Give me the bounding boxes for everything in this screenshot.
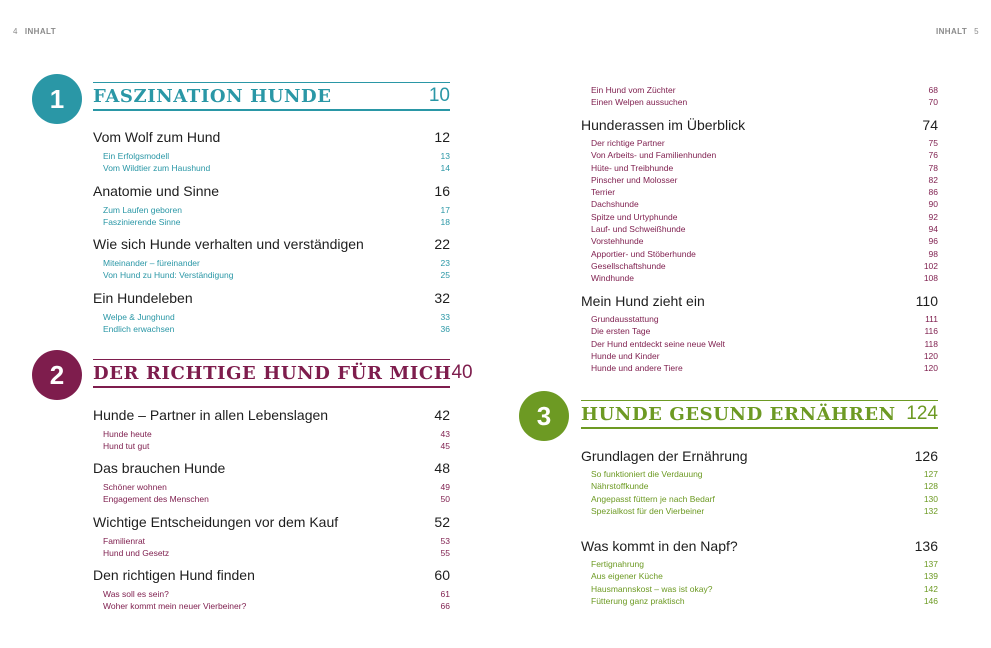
subentry-title: Einen Welpen aussuchen [591, 97, 688, 108]
toc-subentry[interactable] [581, 223, 938, 235]
subentry-page: 66 [440, 601, 450, 612]
chapter-1-title: FASZINATION HUNDE [93, 85, 332, 107]
subentry-title: Hund und Gesetz [103, 548, 170, 559]
toc-section[interactable] [93, 179, 450, 229]
subentry-page: 17 [440, 205, 450, 215]
subentry-title: Was soll es sein? [103, 589, 169, 599]
subentry-page: 33 [440, 312, 450, 322]
section-page: 136 [914, 538, 938, 554]
section-title: Was kommt in den Napf? [581, 538, 738, 554]
section-title: Den richtigen Hund finden [93, 567, 255, 583]
toc-subentry[interactable] [581, 480, 938, 492]
subentry-title: So funktioniert die Verdauung [591, 469, 703, 479]
subentry-title: Die ersten Tage [591, 326, 651, 337]
subentry-page: 127 [923, 469, 938, 479]
toc-subentry[interactable] [93, 162, 450, 174]
section-page: 16 [434, 183, 450, 199]
subentry-page: 36 [440, 324, 450, 335]
subentry-page: 82 [928, 174, 938, 185]
subentry-title: Von Arbeits- und Familienhunden [591, 150, 717, 161]
subentry-title: Hunde und Kinder [591, 350, 660, 361]
subentry-title: Dachshunde [591, 199, 639, 210]
subentry-page: 76 [928, 150, 938, 161]
subentry-title: Der Hund entdeckt seine neue Welt [591, 338, 726, 349]
toc-subentry[interactable] [581, 313, 938, 325]
section-title: Wichtige Entscheidungen vor dem Kauf [93, 514, 339, 530]
subentry-page: 128 [923, 481, 938, 492]
subentry-page: 137 [923, 559, 938, 569]
subentry-page: 13 [440, 151, 450, 161]
toc-section[interactable] [93, 456, 450, 506]
toc-section[interactable] [581, 289, 938, 374]
section-title: Ein Hundeleben [93, 290, 193, 306]
toc-section[interactable] [93, 563, 450, 613]
toc-subentry[interactable] [581, 235, 938, 247]
subentry-page: 94 [928, 224, 938, 235]
subentry-page: 108 [923, 273, 938, 284]
toc-section[interactable] [581, 534, 938, 607]
toc-subentry[interactable] [93, 257, 450, 269]
toc-subentry[interactable] [581, 350, 938, 362]
toc-subentry[interactable] [93, 481, 450, 493]
toc-section[interactable] [93, 403, 450, 453]
subentry-title: Miteinander – füreinander [103, 258, 200, 268]
chapter-3-badge: 3 [519, 391, 569, 441]
subentry-title: Spezialkost für den Vierbeiner [591, 505, 705, 516]
subentry-title: Hunde und andere Tiere [591, 363, 683, 374]
subentry-title: Pinscher und Molosser [591, 174, 678, 185]
toc-subentry[interactable] [93, 600, 450, 612]
toc-subentry[interactable] [581, 362, 938, 374]
subentry-page: 49 [440, 482, 450, 492]
toc-subentry[interactable] [581, 162, 938, 174]
subentry-title: Aus eigener Küche [591, 571, 663, 582]
toc-subentry[interactable] [581, 468, 938, 480]
section-title: Das brauchen Hunde [93, 460, 226, 476]
subentry-title: Endlich erwachsen [103, 324, 175, 335]
subentry-title: Windhunde [591, 273, 635, 284]
section-page: 48 [434, 460, 450, 476]
subentry-title: Welpe & Junghund [103, 312, 175, 322]
running-head-left [13, 27, 56, 36]
toc-subentry[interactable] [93, 323, 450, 335]
toc-subentry[interactable] [93, 204, 450, 216]
toc-subentry[interactable] [93, 216, 450, 228]
toc-section[interactable] [581, 444, 938, 517]
toc-subentry[interactable] [93, 588, 450, 600]
toc-subentry[interactable] [581, 505, 938, 517]
toc-subentry[interactable] [93, 493, 450, 505]
chapter-1-badge: 1 [32, 74, 82, 124]
toc-subentry[interactable] [581, 149, 938, 161]
subentry-page: 90 [928, 199, 938, 210]
chapter-1-page: 10 [428, 85, 450, 106]
running-head-right [936, 27, 979, 36]
subentry-page: 75 [928, 138, 938, 148]
section-page: 110 [915, 293, 938, 309]
subentry-title: Faszinierende Sinne [103, 217, 181, 228]
chapter-1-heading[interactable] [93, 82, 450, 111]
subentry-title: Fertignahrung [591, 559, 644, 569]
section-title: Wie sich Hunde verhalten und verständigen [93, 236, 364, 252]
subentry-title: Lauf- und Schweißhunde [591, 224, 686, 235]
toc-subentry[interactable] [581, 198, 938, 210]
toc-section[interactable] [581, 113, 938, 285]
subentry-title: Familienrat [103, 536, 146, 546]
section-page: 42 [434, 407, 450, 423]
toc-subentry[interactable] [93, 547, 450, 559]
toc-section-continued[interactable] [581, 84, 938, 109]
subentry-title: Fütterung ganz praktisch [591, 595, 685, 606]
subentry-page: 102 [923, 260, 938, 271]
toc-subentry[interactable] [581, 211, 938, 223]
subentry-title: Gesellschaftshunde [591, 260, 666, 271]
toc-section[interactable] [93, 125, 450, 175]
section-page: 126 [914, 448, 938, 464]
section-page: 32 [434, 290, 450, 306]
subentry-page: 139 [923, 571, 938, 582]
section-title: Vom Wolf zum Hund [93, 129, 221, 145]
chapter-2-page: 40 [451, 362, 473, 383]
subentry-page: 53 [440, 536, 450, 546]
toc-subentry[interactable] [581, 338, 938, 350]
subentry-title: Der richtige Partner [591, 138, 665, 148]
section-title: Anatomie und Sinne [93, 183, 220, 199]
toc-subentry[interactable] [581, 186, 938, 198]
subentry-title: Terrier [591, 187, 616, 198]
subentry-title: Vorstehhunde [591, 236, 644, 247]
toc-subentry[interactable] [581, 260, 938, 272]
subentry-page: 142 [923, 583, 938, 594]
toc-subentry[interactable] [581, 570, 938, 582]
toc-section[interactable] [93, 232, 450, 282]
toc-subentry[interactable] [581, 174, 938, 186]
subentry-page: 92 [928, 211, 938, 222]
subentry-page: 50 [440, 494, 450, 505]
subentry-page: 120 [923, 350, 938, 361]
section-page: 22 [434, 236, 450, 252]
subentry-page: 25 [440, 270, 450, 281]
subentry-page: 146 [923, 595, 938, 606]
toc-subentry[interactable] [581, 96, 938, 108]
subentry-page: 18 [440, 217, 450, 228]
subentry-page: 98 [928, 248, 938, 259]
subentry-page: 130 [923, 493, 938, 504]
toc-subentry[interactable] [581, 84, 938, 96]
subentry-page: 70 [928, 97, 938, 108]
section-title: Grundlagen der Ernährung [581, 448, 748, 464]
subentry-page: 45 [440, 441, 450, 452]
subentry-title: Grundausstattung [591, 314, 659, 324]
subentry-page: 120 [923, 363, 938, 374]
subentry-page: 43 [440, 429, 450, 439]
chapter-3-page: 124 [906, 403, 938, 424]
subentry-page: 86 [928, 187, 938, 198]
page-number-right: 5 [974, 27, 979, 36]
toc-subentry[interactable] [93, 150, 450, 162]
toc-subentry[interactable] [581, 272, 938, 284]
subentry-page: 61 [440, 589, 450, 599]
subentry-page: 116 [924, 326, 938, 337]
subentry-page: 55 [440, 548, 450, 559]
subentry-title: Spitze und Urtyphunde [591, 211, 678, 222]
chapter-3-title: HUNDE GESUND ERNÄHREN [581, 403, 896, 425]
subentry-title: Woher kommt mein neuer Vierbeiner? [103, 601, 247, 612]
section-title: Hunderassen im Überblick [581, 117, 746, 133]
subentry-title: Hunde heute [103, 429, 152, 439]
subentry-page: 68 [928, 85, 938, 95]
section-title: Hunde – Partner in allen Lebenslagen [93, 407, 329, 423]
subentry-page: 118 [924, 338, 938, 349]
chapter-2-title: DER RICHTIGE HUND FÜR MICH [93, 362, 452, 384]
toc-subentry[interactable] [93, 269, 450, 281]
subentry-title: Hausmannskost – was ist okay? [591, 583, 713, 594]
section-title: Mein Hund zieht ein [581, 293, 705, 309]
toc-subentry[interactable] [581, 248, 938, 260]
subentry-title: Ein Hund vom Züchter [591, 85, 676, 95]
subentry-page: 132 [923, 505, 938, 516]
subentry-title: Schöner wohnen [103, 482, 167, 492]
toc-section[interactable] [93, 286, 450, 336]
subentry-title: Apportier- und Stöberhunde [591, 248, 696, 259]
toc-subentry[interactable] [581, 595, 938, 607]
toc-subentry[interactable] [93, 535, 450, 547]
toc-subentry[interactable] [581, 493, 938, 505]
toc-subentry[interactable] [581, 137, 938, 149]
chapter-3-heading[interactable] [581, 400, 938, 429]
chapter-2-badge: 2 [32, 350, 82, 400]
toc-subentry[interactable] [581, 558, 938, 570]
toc-subentry[interactable] [93, 311, 450, 323]
subentry-page: 111 [925, 314, 938, 324]
subentry-title: Engagement des Menschen [103, 494, 209, 505]
subentry-page: 14 [440, 163, 450, 174]
subentry-title: Ein Erfolgsmodell [103, 151, 170, 161]
toc-section[interactable] [93, 510, 450, 560]
subentry-title: Zum Laufen geboren [103, 205, 182, 215]
subentry-page: 96 [928, 236, 938, 247]
toc-subentry[interactable] [581, 583, 938, 595]
subentry-title: Vom Wildtier zum Haushund [103, 163, 211, 174]
toc-subentry[interactable] [93, 440, 450, 452]
subentry-title: Hund tut gut [103, 441, 150, 452]
running-head-left-label: INHALT [24, 27, 56, 36]
toc-subentry[interactable] [581, 325, 938, 337]
subentry-title: Angepasst füttern je nach Bedarf [591, 493, 715, 504]
section-page: 52 [434, 514, 450, 530]
section-page: 74 [922, 117, 938, 133]
subentry-page: 23 [440, 258, 450, 268]
subentry-page: 78 [928, 162, 938, 173]
section-page: 12 [434, 129, 450, 145]
running-head-right-label: INHALT [936, 27, 968, 36]
page-number-left: 4 [13, 27, 18, 36]
subentry-title: Hüte- und Treibhunde [591, 162, 674, 173]
section-page: 60 [434, 567, 450, 583]
chapter-2-heading[interactable] [93, 359, 473, 388]
toc-subentry[interactable] [93, 428, 450, 440]
subentry-title: Nährstoffkunde [591, 481, 649, 492]
subentry-title: Von Hund zu Hund: Verständigung [103, 270, 234, 281]
